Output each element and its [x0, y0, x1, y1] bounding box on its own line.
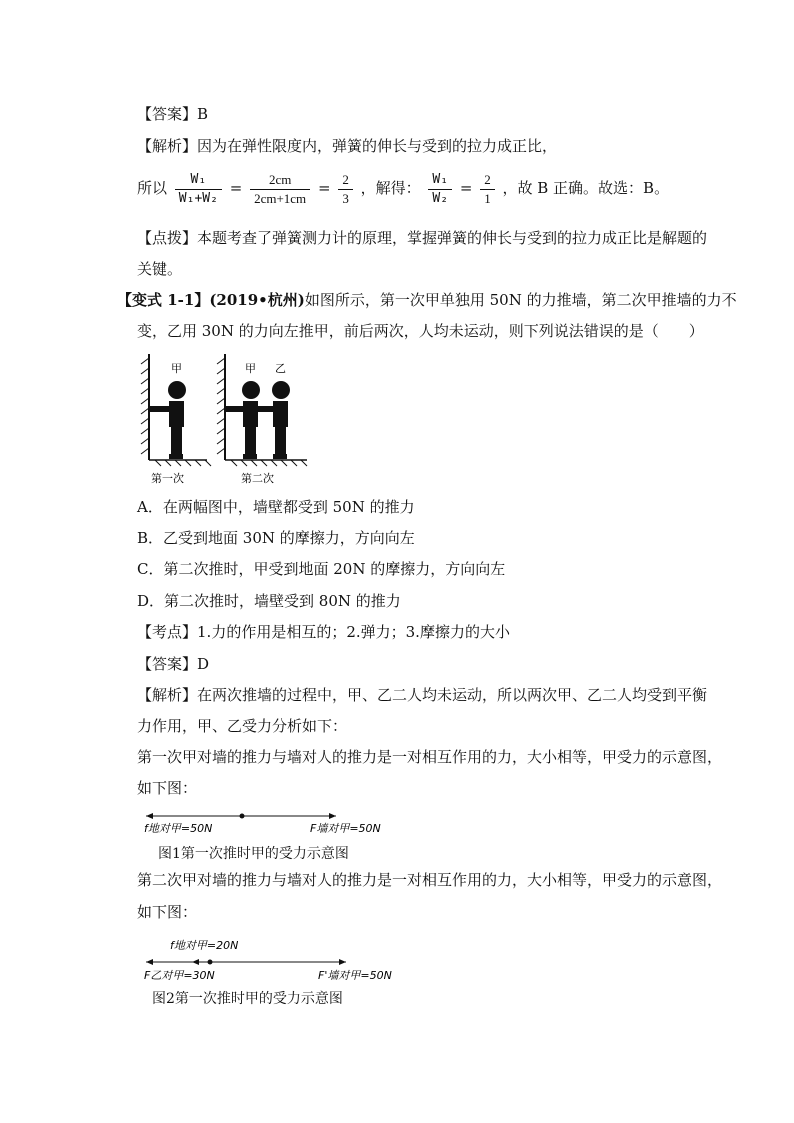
arrow-right-icon [339, 959, 346, 965]
fraction-w1-over-w2: $\frac{\text{W₁}}{\text{W₂}}$ [428, 171, 452, 208]
answer-label: 【答案】 [137, 105, 198, 123]
fraction-two-over-one: $\frac{2}{1}$ [480, 171, 495, 208]
analysis-line-7 [137, 902, 197, 922]
caption-first: 第一次 [151, 472, 184, 485]
analysis-3-text: 第二次甲对墙的推力与墙对人的推力是一对相互作用的力，大小相等，甲受力的示意图， [137, 871, 723, 889]
arrow-left-icon [146, 959, 153, 965]
arrow-left-small-icon [192, 959, 199, 965]
option-d-text: 第二次推时，墙壁受到 80N 的推力 [164, 592, 401, 610]
question-label: 【变式 1-1】(2019•杭州) [117, 291, 305, 309]
person-a-first [149, 381, 186, 459]
option-c-label: C． [137, 560, 164, 578]
force-diagram-1 [140, 808, 410, 838]
tip-text: 本题考查了弹簧测力计的原理，掌握弹簧的伸长与受到的拉力成正比是解题的 [197, 229, 708, 247]
analysis-line-3 [137, 716, 347, 736]
answer-value: B [197, 105, 209, 123]
force-f-ground: f地对甲=50N [144, 822, 213, 835]
option-b-label: B． [137, 529, 164, 547]
answer-line-1 [137, 104, 208, 124]
label-yi-second: 乙 [275, 362, 286, 375]
question-text-2: 变，乙用 30N 的力向左推甲，前后两次，人均未运动，则下列说法错误的是（ ） [137, 322, 704, 340]
analysis-line-2 [137, 685, 707, 705]
caption-second: 第二次 [241, 472, 274, 485]
analysis-2-text-4: 如下图： [137, 779, 198, 797]
option-a-text: 在两幅图中，墙壁都受到 50N 的推力 [162, 498, 415, 516]
formula-suffix: ，故 B 正确。故选：B。 [502, 179, 670, 197]
force-point [208, 960, 213, 965]
pushing-figure [135, 350, 325, 490]
force-f-wall: F墙对甲=50N [310, 822, 381, 835]
keypoint-text: 1.力的作用是相互的；2.弹力；3.摩擦力的大小 [197, 623, 510, 641]
answer-value-2: D [197, 655, 210, 673]
diagram-1-caption: 图1第一次推时甲的受力示意图 [158, 846, 349, 862]
analysis-label: 【解析】 [137, 137, 198, 155]
formula-prefix: 所以 [137, 179, 168, 197]
option-a [137, 497, 415, 517]
tip-text-2: 关键。 [137, 260, 183, 278]
tip-line-1 [137, 228, 707, 248]
arrow-left-icon [146, 813, 153, 819]
analysis-text: 因为在弹性限度内，弹簧的伸长与受到的拉力成正比， [197, 137, 558, 155]
option-d-label: D． [137, 592, 165, 610]
analysis-line-6 [137, 870, 722, 890]
force-f-ground-20: f地对甲=20N [170, 939, 239, 952]
question-line-2 [137, 321, 704, 341]
force-f-wall-prime: F'墙对甲=50N [318, 969, 392, 982]
tip-label: 【点拨】 [137, 229, 198, 247]
option-c [137, 559, 505, 579]
force-diagram-2 [140, 935, 420, 985]
question-line-1 [117, 290, 737, 310]
keypoint-line [137, 622, 510, 642]
force-f-yi: F乙对甲=30N [144, 969, 215, 982]
label-jia-second: 甲 [245, 362, 256, 375]
option-b [137, 528, 415, 548]
person-a-second [225, 381, 260, 459]
option-c-text: 第二次推时，甲受到地面 20N 的摩擦力，方向向左 [163, 560, 506, 578]
analysis-3-text-2: 如下图： [137, 903, 198, 921]
option-b-text: 乙受到地面 30N 的摩擦力，方向向左 [163, 529, 415, 547]
fraction-lengths: $\frac{2cm}{2cm+1cm}$ [250, 171, 310, 208]
diagram-2-caption: 图2第一次推时甲的受力示意图 [152, 991, 343, 1007]
label-jia-first: 甲 [171, 362, 182, 375]
tip-line-2 [137, 259, 182, 279]
answer-label-2: 【答案】 [137, 655, 198, 673]
keypoint-label: 【考点】 [137, 623, 198, 641]
formula-mid: ，解得： [360, 179, 421, 197]
option-a-label: A． [137, 498, 163, 516]
arrow-right-icon [329, 813, 336, 819]
option-d [137, 591, 401, 611]
analysis-2-text: 在两次推墙的过程中，甲、乙二人均未运动，所以两次甲、乙二人均受到平衡 [197, 686, 708, 704]
analysis-line-4 [137, 747, 722, 767]
fraction-w1-over-sum: $\frac{\text{W₁}}{\text{W₁+W₂}}$ [175, 171, 222, 208]
analysis-2-text-2: 力作用，甲、乙受力分析如下： [137, 717, 348, 735]
analysis-label-2: 【解析】 [137, 686, 198, 704]
fraction-two-thirds: $\frac{2}{3}$ [338, 171, 353, 208]
analysis-2-text-3: 第一次甲对墙的推力与墙对人的推力是一对相互作用的力，大小相等，甲受力的示意图， [137, 748, 723, 766]
force-point [240, 814, 245, 819]
question-text: 如图所示，第一次甲单独用 50N 的力推墙，第二次甲推墙的力不 [304, 291, 737, 309]
formula-line: 所以 $\frac{\text{W₁}}{\text{W₁+W₂}}$ = $\frac{2cm}{2cm+1cm}$ = $\frac{2}{3}$ ，解得： $\frac{\text{W₁}}{\text{W₂}}$ = $\frac{2}{1}$ ，故 B 正确。故选：B。 [137, 171, 670, 206]
analysis-line-5 [137, 778, 197, 798]
person-b-second [258, 381, 290, 459]
analysis-line-1 [137, 136, 557, 156]
answer-line-2 [137, 654, 209, 674]
